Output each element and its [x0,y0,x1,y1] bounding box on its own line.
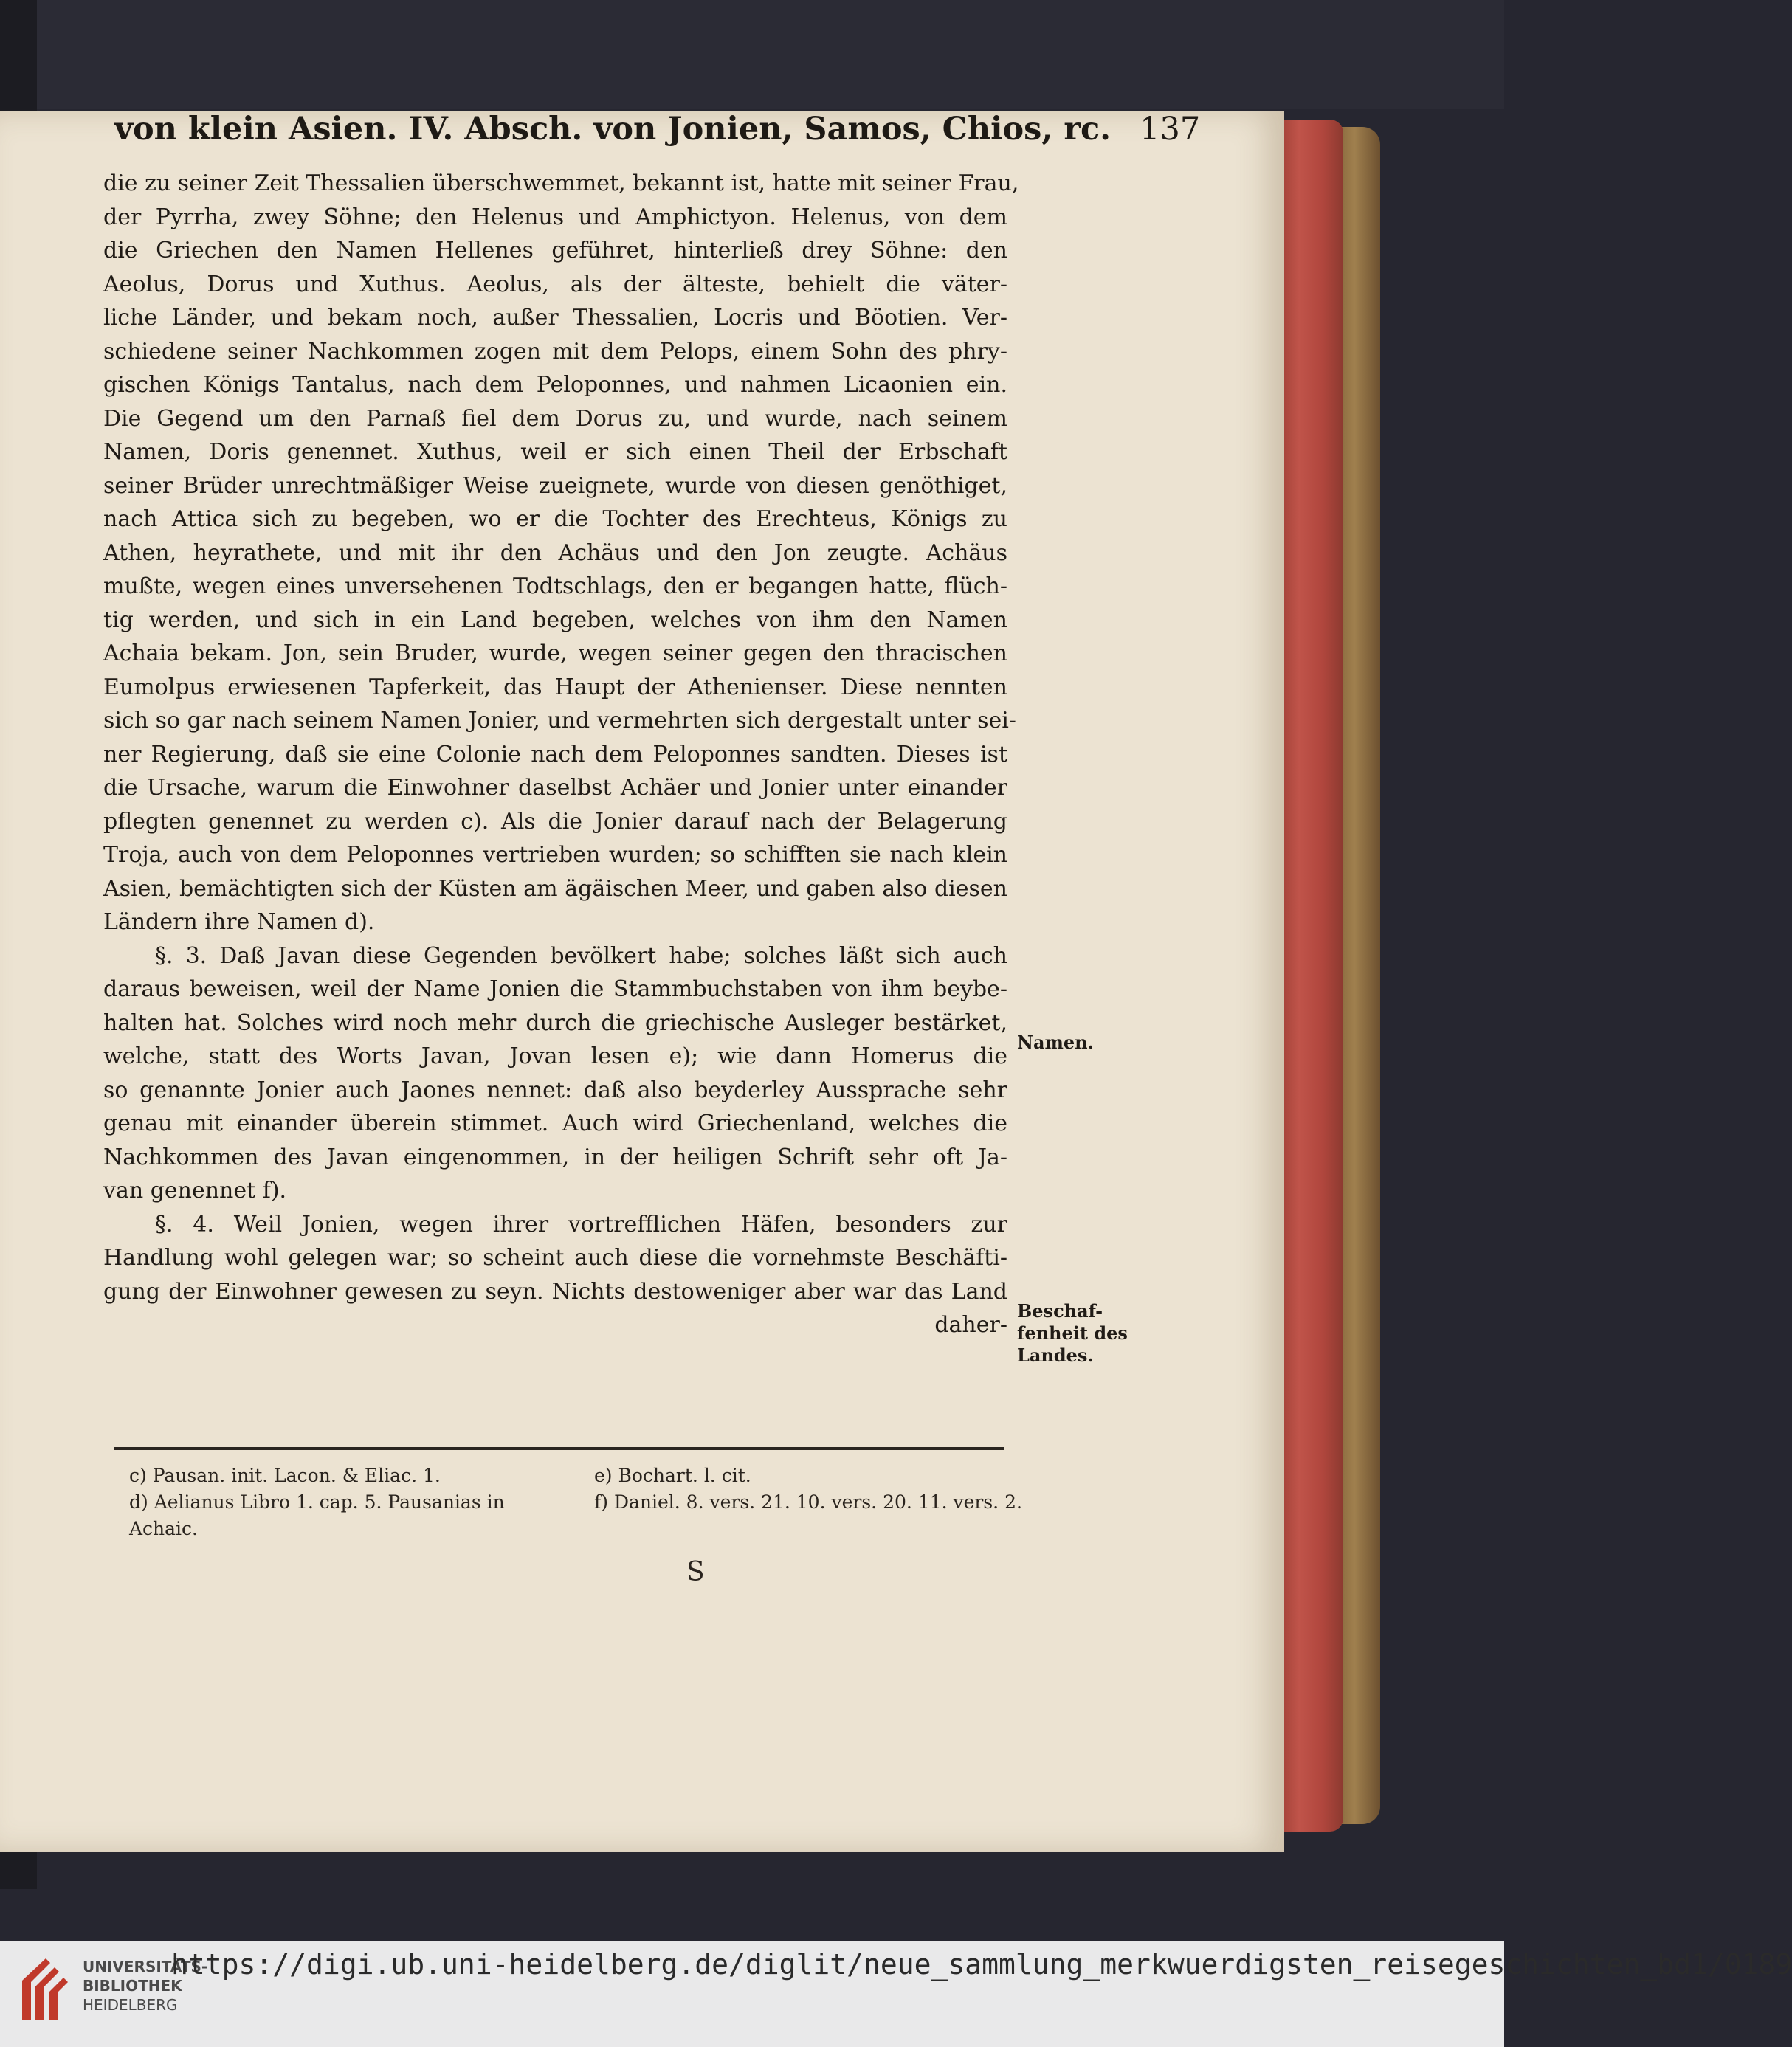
text-line: Handlung wohl gelegen war; so scheint auch diese die vornehmste Beschäfti- [103,1245,1007,1271]
signature-mark: S [686,1557,705,1587]
text-line: ner Regierung, daß sie eine Colonie nach dem Peloponnes sandten. Dieses ist [103,741,1007,767]
text-line: seiner Brüder unrechtmäßiger Weise zueignete, wurde von diesen genöthiget, [103,472,1007,499]
text-line: mußte, wegen eines unversehenen Todtschlags, den er begangen hatte, flüch- [103,573,1007,599]
footnote-c: c) Pausan. init. Lacon. & Eliac. 1. [129,1465,441,1486]
page-number: 137 [1140,111,1201,148]
text-line: Achaia bekam. Jon, sein Bruder, wurde, wegen seiner gegen den thracischen [103,641,1007,666]
body-text [103,167,1019,1342]
text-line: nach Attica sich zu begeben, wo er die Tochter des Erechteus, Königs zu [103,506,1007,532]
text-line: Ländern ihre Namen d). [103,909,375,935]
text-line: Die Gegend um den Parnaß fiel dem Dorus zu, und wurde, nach seinem [103,405,1007,432]
text-line: §. 3. Daß Javan diese Gegenden bevölkert habe; solches läßt sich auch [155,942,1007,969]
text-line: pflegten genennet zu werden c). Als die Jonier darauf nach der Belagerung [103,808,1007,835]
library-logo-icon [16,1954,75,2025]
text-line: so genannte Jonier auch Jaones nennet: daß also beyderley Aussprache sehr [103,1077,1007,1103]
text-line: Eumolpus erwiesenen Tapferkeit, das Haupt der Athenienser. Diese nennten [103,674,1007,700]
text-line: Namen, Doris genennet. Xuthus, weil er sich einen Theil der Erbschaft [103,439,1007,465]
text-line: §. 4. Weil Jonien, wegen ihrer vortrefflichen Häfen, besonders zur [155,1211,1007,1237]
text-line: sich so gar nach seinem Namen Jonier, und vermehrten sich dergestalt unter sei- [103,708,1016,733]
text-line: Aeolus, Dorus und Xuthus. Aeolus, als der älteste, behielt die väter- [103,271,1007,297]
text-line: daraus beweisen, weil der Name Jonien die Stammbuchstaben von ihm beybe- [103,976,1007,1002]
text-line: gischen Königs Tantalus, nach dem Peloponnes, und nahmen Licaonien ein. [103,372,1007,398]
running-header [114,111,1201,162]
text-line: schiedene seiner Nachkommen zogen mit dem Pelops, einem Sohn des phry- [103,338,1007,365]
text-line: die Griechen den Namen Hellenes geführet, hinterließ drey Söhne: den [103,238,1007,263]
text-line: genau mit einander überein stimmet. Auch wird Griechenland, welches die [103,1111,1007,1136]
library-name-line3: HEIDELBERG [83,1996,178,2014]
text-line: gung der Einwohner gewesen zu seyn. Nichts destoweniger aber war das Land [103,1278,1007,1305]
permalink-url[interactable]: https://digi.ub.uni-heidelberg.de/diglit/neue_sammlung_merkwuerdigsten_reisegeschichten_bd1/0189 [171,1948,1792,1981]
text-line: liche Länder, und bekam noch, außer Thessalien, Locris und Böotien. Ver- [103,305,1007,331]
footnote-d: d) Aelianus Libro 1. cap. 5. Pausanias in Achaic. [129,1491,505,1539]
text-line: van genennet f). [103,1178,287,1204]
footnote-rule [114,1447,1004,1450]
text-line: die zu seiner Zeit Thessalien überschwemmet, bekannt ist, hatte mit seiner Frau, [103,170,1019,196]
text-line: Nachkommen des Javan eingenommen, in der heiligen Schrift sehr oft Ja- [103,1144,1007,1170]
margin-note-beschaffenheit: Beschaf- fenheit des Landes. [1017,1300,1128,1366]
text-line: welche, statt des Worts Javan, Jovan lesen e); wie dann Homerus die [103,1043,1007,1069]
library-name-line1: UNIVERSITÄTS- [83,1958,208,1975]
library-name-line2: BIBLIOTHEK [83,1977,182,1995]
text-line: halten hat. Solches wird noch mehr durch die griechische Ausleger bestärket, [103,1009,1007,1036]
text-line: Athen, heyrathete, und mit ihr den Achäus und den Jon zeugte. Achäus [103,539,1007,566]
footnote-e: e) Bochart. l. cit. [594,1465,751,1486]
top-background [0,0,1504,109]
text-line: tig werden, und sich in ein Land begeben, welches von ihm den Namen [103,607,1007,633]
margin-note-namen: Namen. [1017,1032,1094,1053]
footnotes-left [129,1463,572,1542]
catchword: daher- [934,1312,1007,1338]
footnotes-right [594,1463,1030,1516]
header-title: von klein Asien. IV. Absch. von Jonien, Samos, Chios, rc. [114,111,1112,148]
footnote-f: f) Daniel. 8. vers. 21. 10. vers. 20. 11. vers. 2. [594,1491,1022,1513]
text-line: der Pyrrha, zwey Söhne; den Helenus und Amphictyon. Helenus, von dem [103,204,1007,230]
text-line: die Ursache, warum die Einwohner daselbst Achäer und Jonier unter einander [103,775,1007,801]
text-line: Troja, auch von dem Peloponnes vertrieben wurden; so schifften sie nach klein [103,842,1007,868]
page-stack-red-edge [1275,120,1343,1832]
text-line: Asien, bemächtigten sich der Küsten am ägäischen Meer, und gaben also diesen [103,875,1007,902]
footnotes [129,1463,1026,1544]
